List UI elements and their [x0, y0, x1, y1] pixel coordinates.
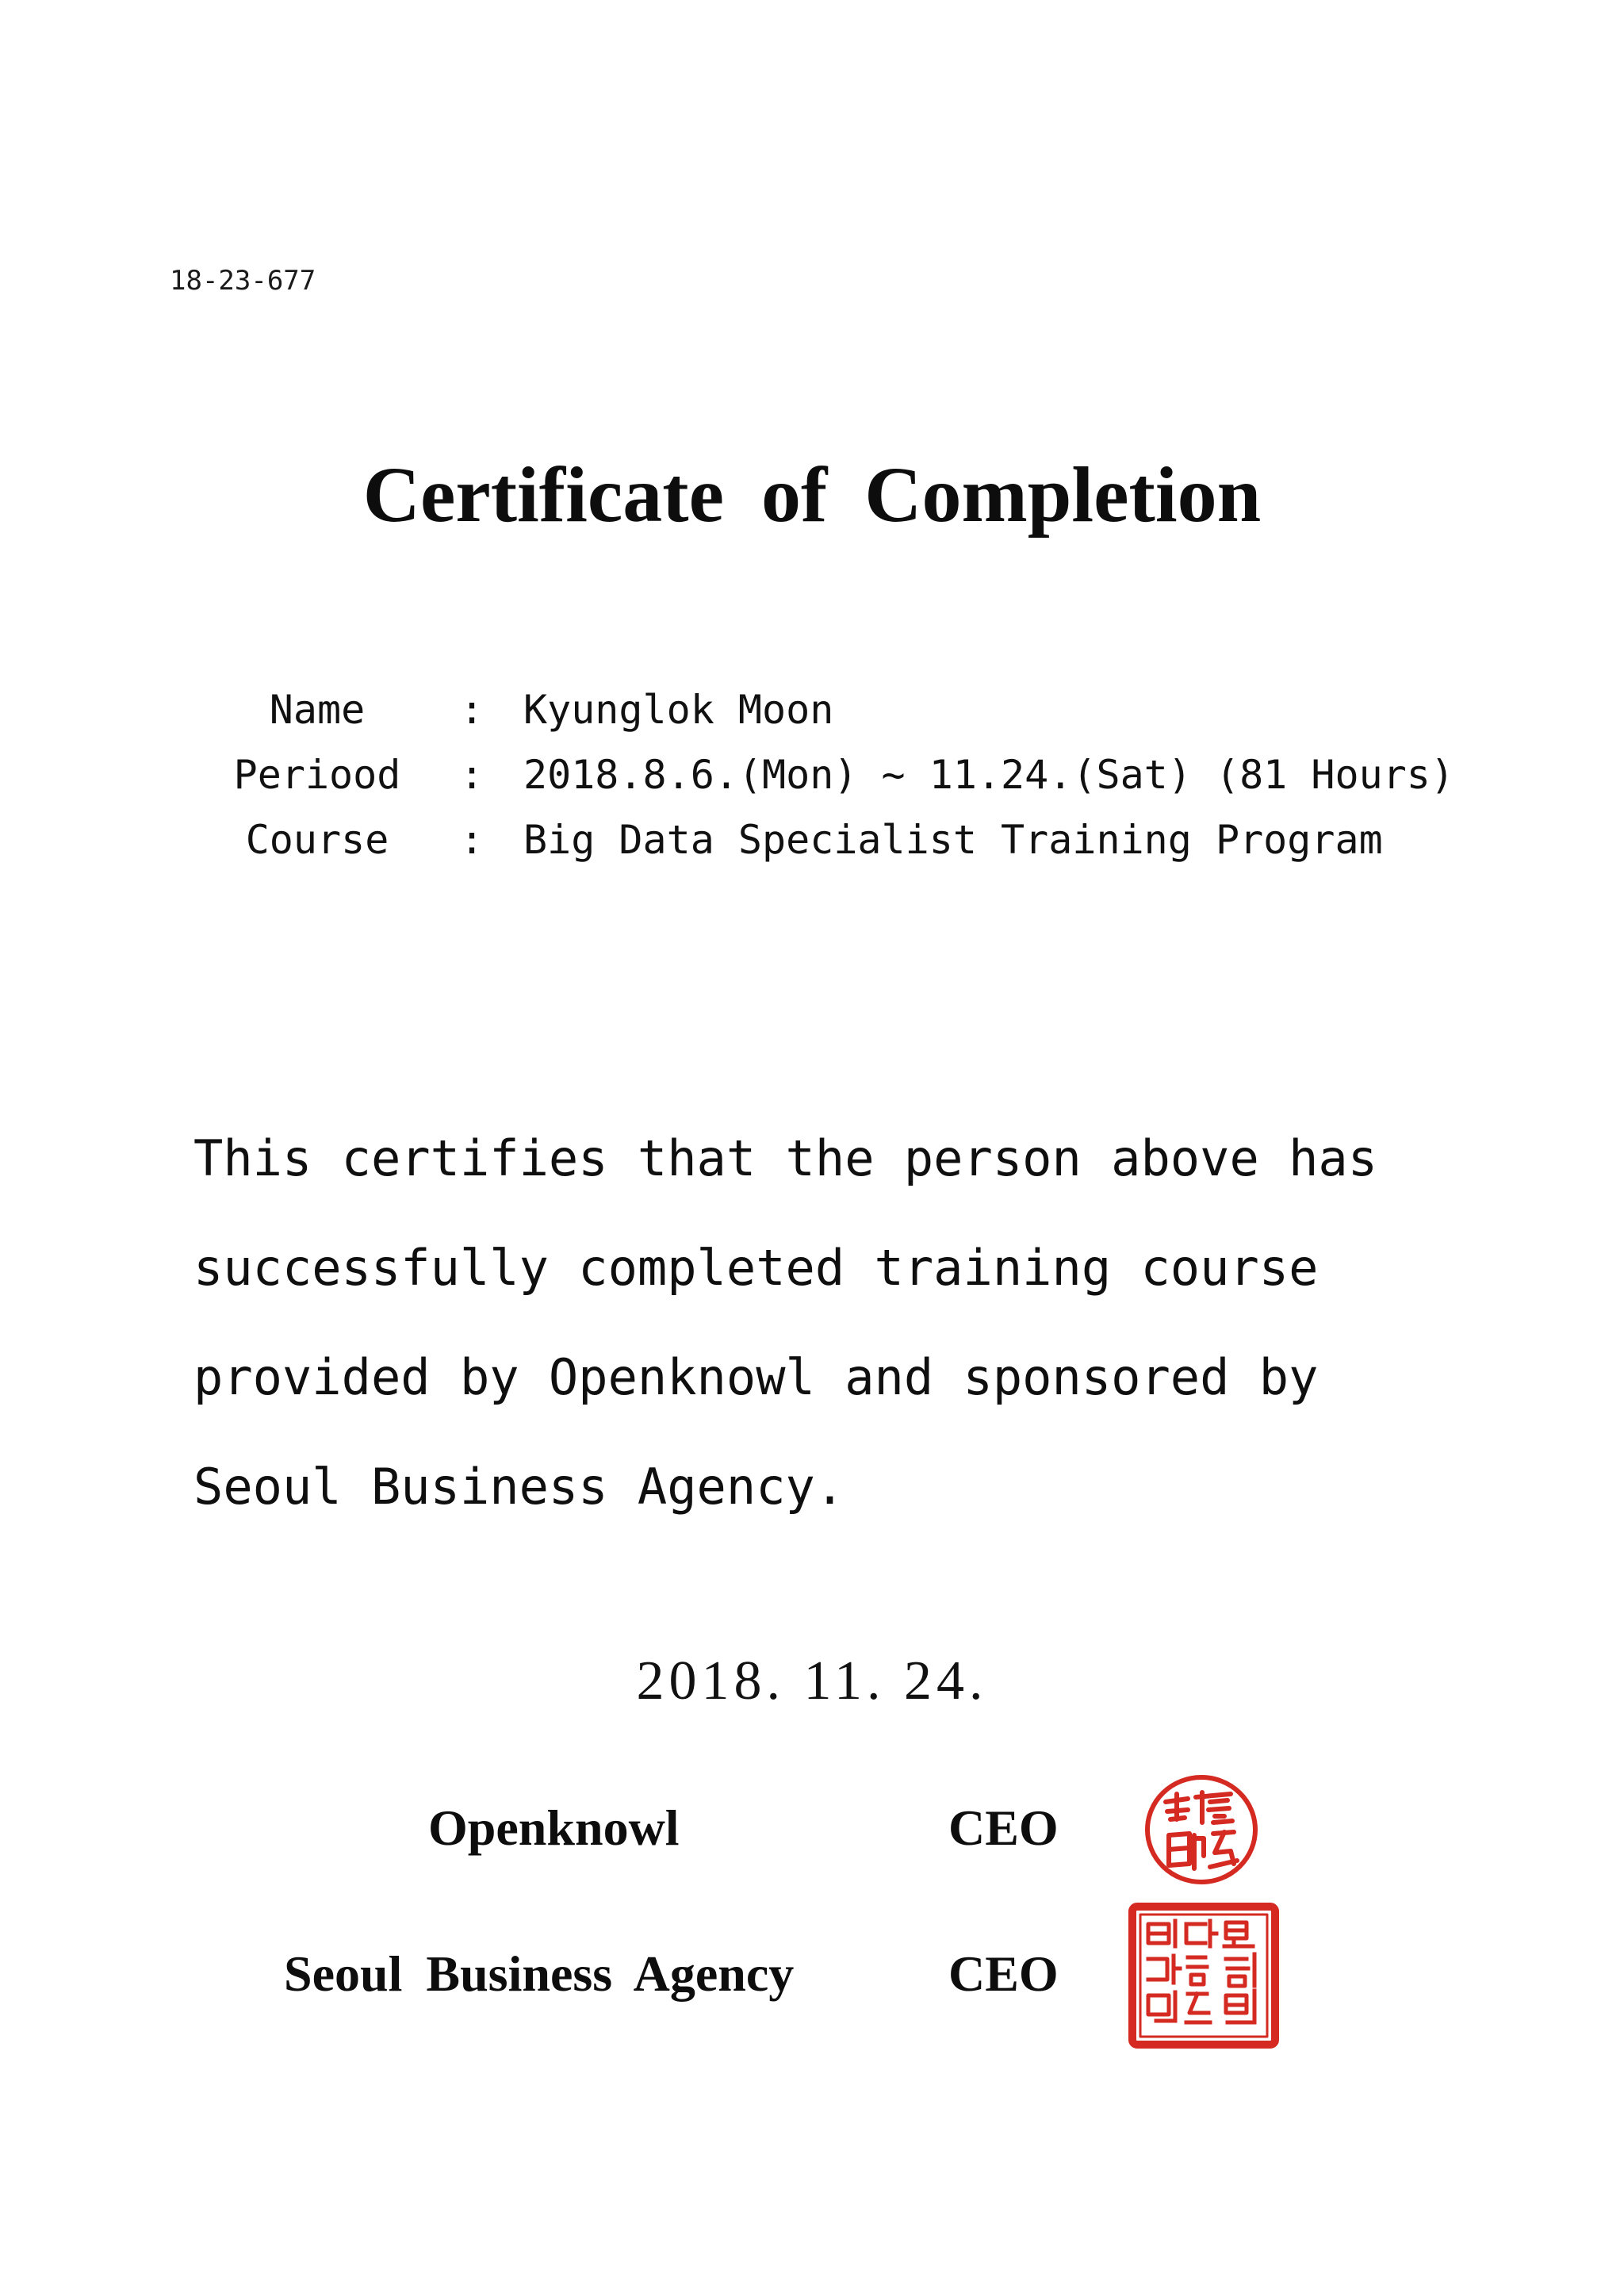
- signatory-role: CEO: [948, 1800, 1059, 1856]
- info-label: Name: [269, 687, 366, 733]
- certification-statement: [193, 1104, 1386, 1542]
- square-red-seal-icon: [1128, 1902, 1280, 2049]
- statement-line: Seoul Business Agency.: [193, 1458, 845, 1516]
- round-red-seal-icon: [1142, 1770, 1261, 1889]
- signatory-role: CEO: [948, 1945, 1059, 2002]
- info-value: Kyunglok Moon: [523, 687, 834, 733]
- info-separator: :: [460, 817, 485, 863]
- certificate-number: 18-23-677: [170, 265, 316, 297]
- info-label: Course: [245, 817, 389, 863]
- statement-line: successfully completed training course: [193, 1239, 1319, 1297]
- info-label: Periood: [233, 752, 401, 798]
- issue-date: 2018. 11. 24.: [636, 1650, 988, 1711]
- signatory-organization: Seoul Business Agency: [284, 1945, 795, 2002]
- certificate-title: Certificate of Completion: [362, 450, 1262, 539]
- statement-line: This certifies that the person above has: [193, 1129, 1378, 1187]
- info-value: 2018.8.6.(Mon) ~ 11.24.(Sat) (81 Hours): [523, 752, 1454, 798]
- statement-line: provided by Openknowl and sponsored by: [193, 1348, 1319, 1406]
- signatory-organization: Openknowl: [428, 1800, 680, 1856]
- info-separator: :: [460, 752, 485, 798]
- info-separator: :: [460, 687, 485, 733]
- info-value: Big Data Specialist Training Program: [523, 817, 1383, 863]
